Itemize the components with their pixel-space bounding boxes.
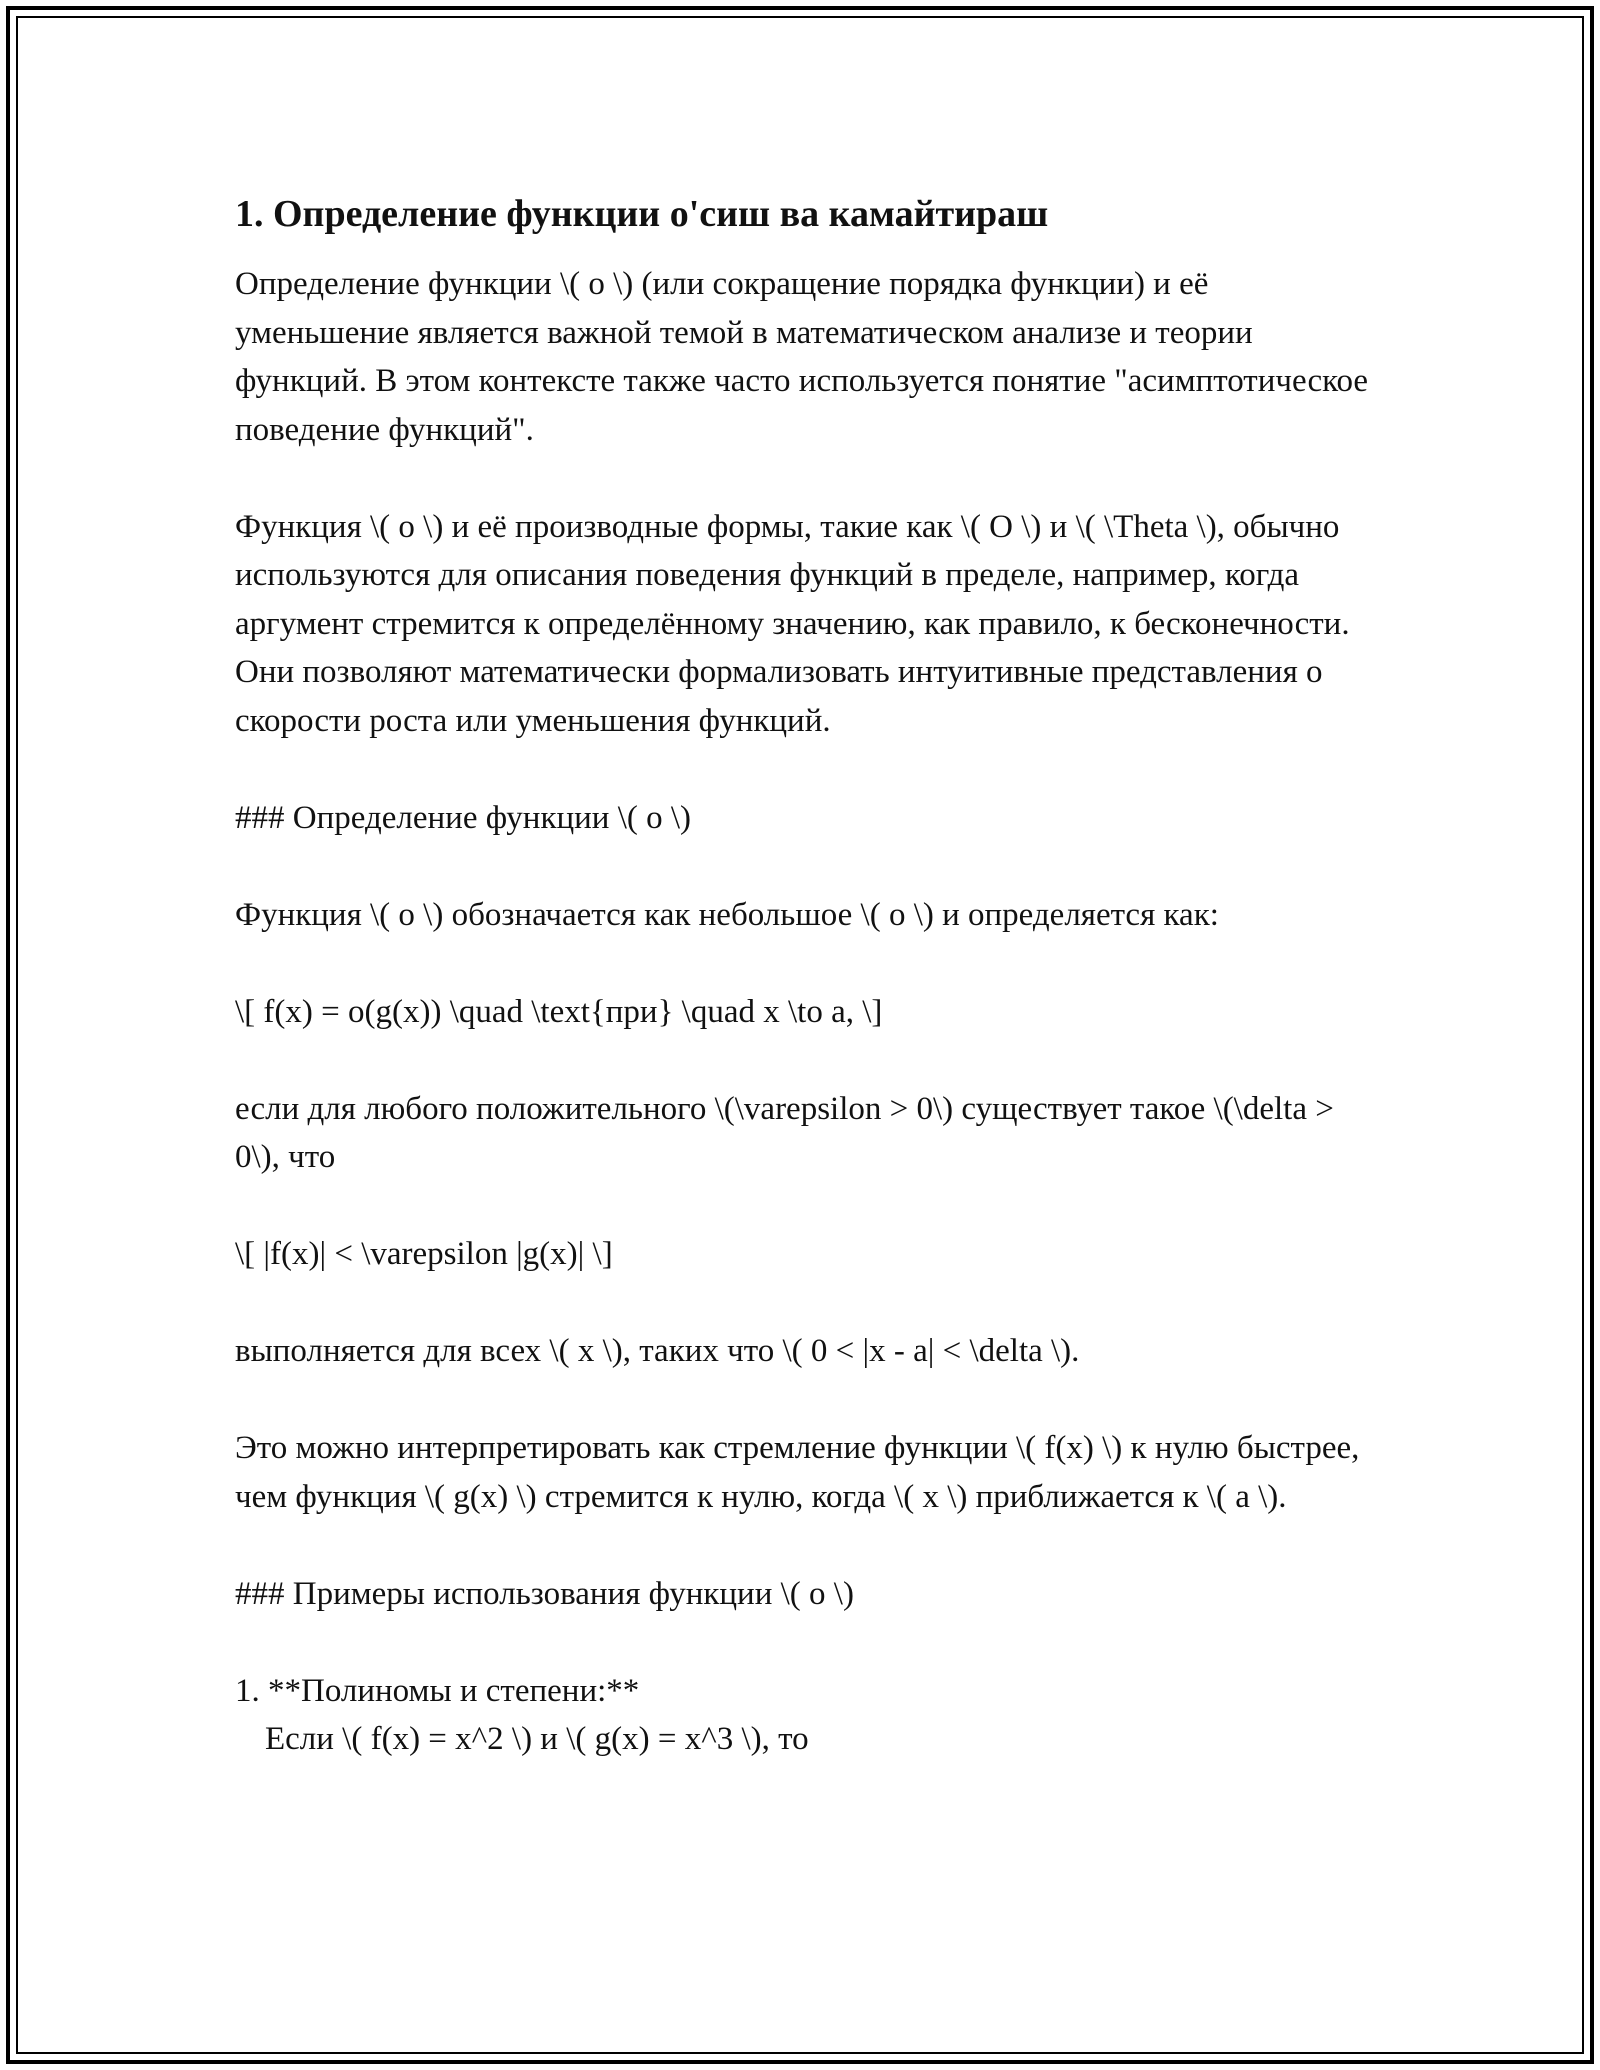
spacer — [235, 454, 1385, 503]
spacer — [235, 745, 1385, 794]
spacer — [235, 1376, 1385, 1425]
definition-formula: \[ f(x) = o(g(x)) \quad \text{при} \quad x \to a, \] — [235, 993, 883, 1030]
spacer — [235, 1036, 1385, 1085]
spacer — [235, 1521, 1385, 1570]
section-heading: 1. Определение функции o'сиш ва камайтираш — [235, 193, 1049, 235]
interpretation-paragraph: Это можно интерпретировать как стремление функции \( f(x) \) к нулю быстрее, чем функция \( g(x) \) стремится к нулю, когда \( x \) приближается к \( a \). — [235, 1430, 1368, 1515]
epsilon-condition: если для любого положительного \(\varepsilon > 0\) существует такое \(\delta > 0\), что — [235, 1090, 1343, 1175]
list-item-title: 1. **Полиномы и степени:** — [235, 1672, 640, 1709]
spacer — [235, 1618, 1385, 1667]
spacer — [235, 1182, 1385, 1231]
spacer — [235, 939, 1385, 988]
definition-subheading: ### Определение функции \( o \) — [235, 799, 692, 836]
spacer — [235, 842, 1385, 891]
definition-intro: Функция \( o \) обозначается как небольшое \( o \) и определяется как: — [235, 896, 1219, 933]
list-item-text: Если \( f(x) = x^2 \) и \( g(x) = x^3 \), то — [265, 1721, 809, 1757]
inequality-formula: \[ |f(x)| < \varepsilon |g(x)| \] — [235, 1236, 613, 1272]
domain-condition: выполняется для всех \( x \), таких что \( 0 < |x - a| < \delta \). — [235, 1333, 1080, 1369]
intro-paragraph: Определение функции \( o \) (или сокращение порядка функции) и её уменьшение является важной темой в математическом анализе и теории функций. В этом контексте также часто используется понятие "асимптотическое поведение функций". — [235, 266, 1377, 448]
spacer — [235, 1279, 1385, 1328]
document-body — [235, 188, 1385, 1764]
o-notation-paragraph: Функция \( o \) и её производные формы, такие как \( O \) и \( \Theta \), обычно используются для описания поведения функций в пределе, например, когда аргумент стремится к определённому значению, как правило, к бесконечности. Они позволяют математически формализовать интуитивные представления о скорости роста или уменьшения функций. — [235, 508, 1358, 739]
examples-subheading: ### Примеры использования функции \( o \) — [235, 1575, 854, 1612]
